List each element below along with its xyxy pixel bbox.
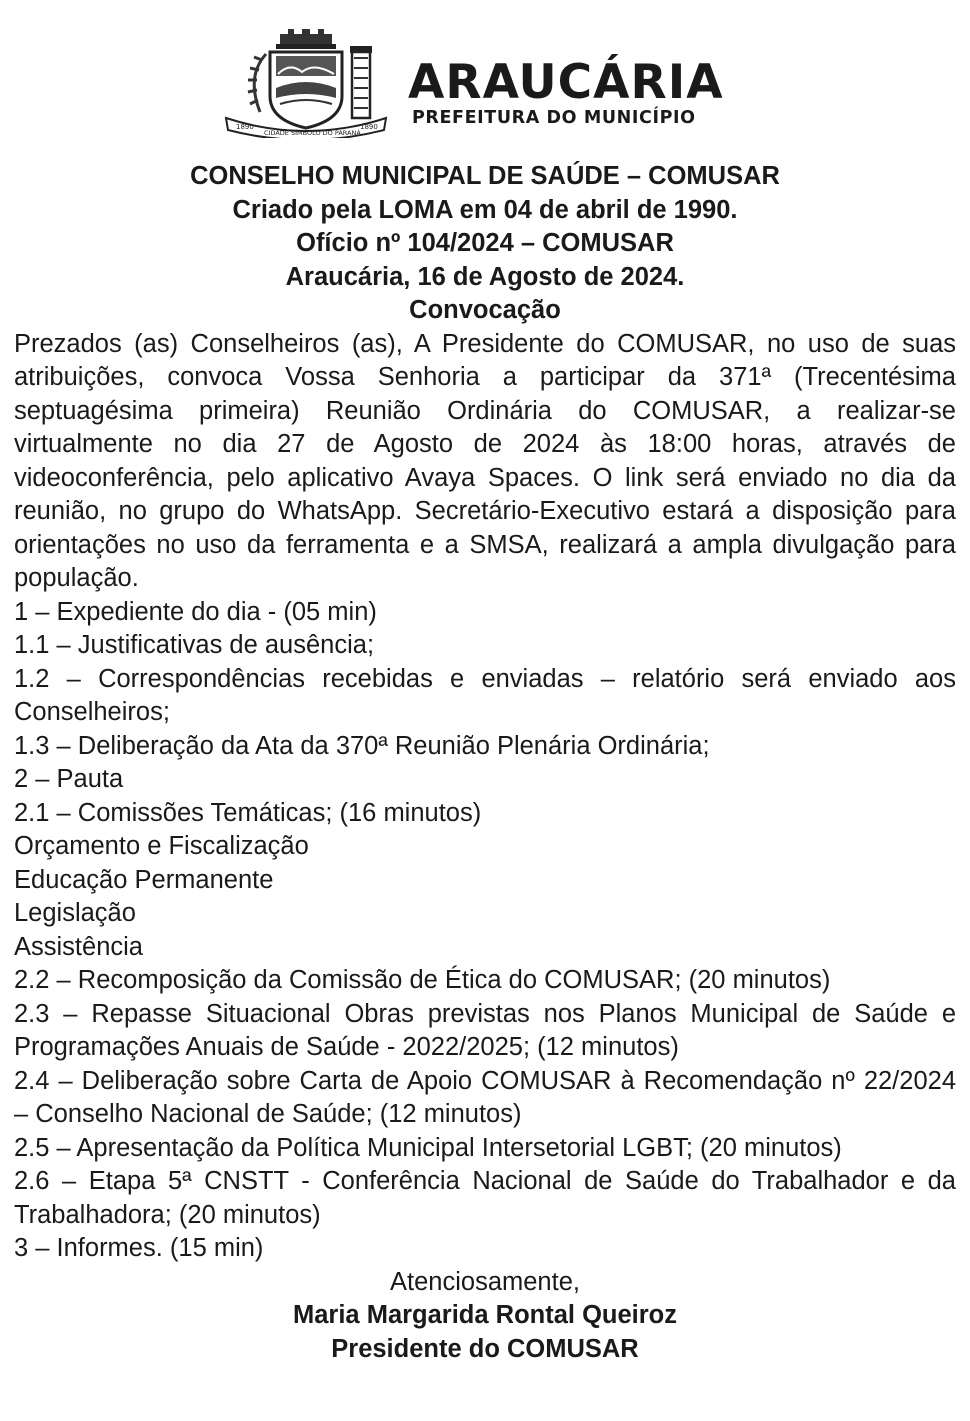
agenda-item: 1.2 – Correspondências recebidas e enviadas – relatório será enviado aos Conselheiros; (14, 664, 956, 726)
agenda-item: 1.1 – Justificativas de ausência; (14, 631, 375, 659)
agenda-subitem: Legislação (14, 899, 136, 927)
brand-subtitle: PREFEITURA DO MUNICÍPIO (412, 108, 696, 128)
agenda-item: 2.5 – Apresentação da Política Municipal Intersetorial LGBT; (20 minutos) (14, 1133, 842, 1162)
agenda-list (14, 596, 956, 1266)
agenda-item: 2.6 – Etapa 5ª CNSTT - Conferência Nacional de Saúde do Trabalhador e da Trabalhadora; (20 minutos) (14, 1167, 956, 1229)
agenda-item: 2 – Pauta (14, 765, 124, 793)
council-name: CONSELHO MUNICIPAL DE SAÚDE – COMUSAR (190, 162, 780, 190)
crest-ribbon-text: CIDADE SÍMBOLO DO PARANÁ (264, 129, 361, 137)
signature-block (14, 1266, 956, 1367)
document-type: Convocação (409, 296, 561, 324)
signer-name: Maria Margarida Rontal Queiroz (293, 1301, 677, 1329)
crest-year-left: 1890 (236, 123, 254, 131)
agenda-subitem: Educação Permanente (14, 865, 274, 894)
agenda-item: 3 – Informes. (15 min) (14, 1234, 264, 1262)
agenda-item: 2.1 – Comissões Temáticas; (16 minutos) (14, 798, 482, 827)
agenda-item: 2.2 – Recomposição da Comissão de Ética do COMUSAR; (20 minutos) (14, 966, 831, 994)
brand-logo (408, 55, 724, 128)
agenda-subitem: Assistência (14, 932, 143, 961)
agenda-item: 1.3 – Deliberação da Ata da 370ª Reunião Plenária Ordinária; (14, 731, 710, 760)
office-number: Ofício nº 104/2024 – COMUSAR (296, 229, 674, 257)
intro-paragraph: Prezados (as) Conselheiros (as), A Presidente do COMUSAR, no uso de suas atribuições, convoca Vossa Senhoria a participar da 371ª (Trecentésima septuagésima primeira) Reunião Ordinária do COMUSAR, a realizar-se virtualmente no dia 27 de Agosto de 2024 às 18:00 horas, através de videoconferência, pelo aplicativo Avaya Spaces. O link será enviado no dia da reunião, no grupo do WhatsApp. Secretário-Executivo estará a disposição para orientações no uso da ferramenta e a SMSA, realizará a ampla divulgação para população. (14, 329, 956, 592)
closing-greeting: Atenciosamente, (390, 1267, 580, 1296)
agenda-subitem: Orçamento e Fiscalização (14, 832, 309, 860)
agenda-item: 2.3 – Repasse Situacional Obras previstas nos Planos Municipal de Saúde e Programações Anuais de Saúde - 2022/2025; (12 minutos) (14, 999, 956, 1061)
agenda-item: 1 – Expediente do dia - (05 min) (14, 597, 377, 626)
brand-name: ARAUCÁRIA (408, 55, 724, 110)
crest-year-right: 1890 (360, 123, 378, 131)
document-body (14, 160, 956, 1366)
agenda-item: 2.4 – Deliberação sobre Carta de Apoio COMUSAR à Recomendação nº 22/2024 – Conselho Nacional de Saúde; (12 minutos) (14, 1066, 956, 1128)
document-heading (14, 160, 956, 328)
signer-role: Presidente do COMUSAR (331, 1334, 639, 1363)
header (0, 22, 970, 140)
creation-note: Criado pela LOMA em 04 de abril de 1990. (232, 195, 738, 224)
place-date: Araucária, 16 de Agosto de 2024. (285, 262, 685, 291)
municipal-crest-icon (218, 26, 394, 138)
